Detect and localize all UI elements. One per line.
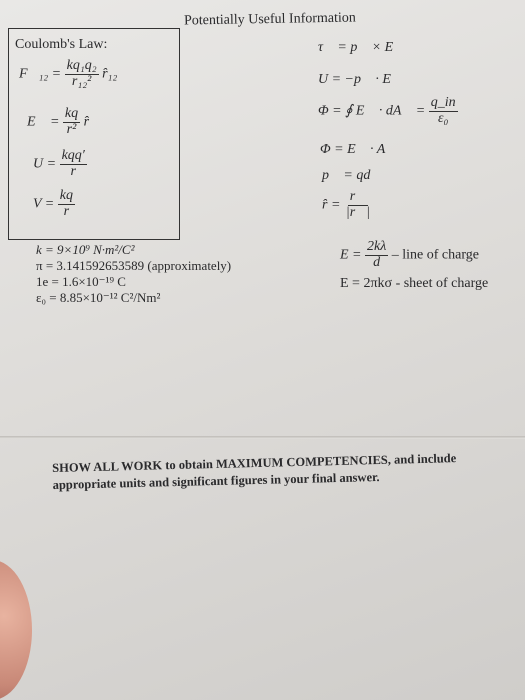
constant-e: 1e = 1.6×10⁻¹⁹ C xyxy=(36,274,126,289)
energy-lhs: U = xyxy=(33,156,57,172)
coulomb-force-formula xyxy=(19,59,117,89)
gauss-numerator: q_in xyxy=(430,95,456,110)
coulomb-box xyxy=(8,28,180,240)
dipole-energy-formula: U = −p⃗ · E⃗ xyxy=(318,72,402,87)
line-lhs: E = xyxy=(340,247,362,263)
efield-fraction xyxy=(63,107,80,137)
energy-formula xyxy=(33,149,87,179)
force-lhs: F⃗₁₂ = xyxy=(19,66,62,82)
potential-numerator: kq xyxy=(59,188,73,203)
constant-pi: π = 3.141592653589 (approximately) xyxy=(36,258,232,273)
instructions-note: SHOW ALL WORK to obtain MAXIMUM COMPETENCIES, and include appropriate units and significant figures in your final answer. xyxy=(52,451,457,492)
efield-numerator: kq xyxy=(64,106,79,121)
force-unit-vector: r̂₁₂ xyxy=(102,66,118,82)
constant-epsilon: ε₀ = 8.85×10⁻¹² C²/Nm² xyxy=(36,290,161,305)
force-numerator: kq₁q₂ xyxy=(66,58,97,73)
force-denominator: r₁₂² xyxy=(71,73,92,89)
unit-numerator: r⃗ xyxy=(349,189,367,204)
dipole-moment-formula: p⃗ = qd⃗ xyxy=(322,168,382,183)
potential-formula xyxy=(33,189,75,219)
constant-k: k = 9×10⁹ N·m²/C² xyxy=(36,242,135,257)
unit-denominator: |r⃗| xyxy=(345,204,370,220)
force-fraction xyxy=(65,59,99,89)
page-title: Potentially Useful Information xyxy=(183,10,356,29)
unit-fraction xyxy=(344,190,372,220)
energy-numerator: kqq′ xyxy=(61,148,85,163)
efield-lhs: E⃗ = xyxy=(27,114,60,130)
line-description: – line of charge xyxy=(391,247,479,263)
sheet-charge-formula: E = 2πkσ - sheet of charge xyxy=(340,276,489,291)
torque-formula: τ⃗ = p⃗ × E⃗ xyxy=(318,40,405,55)
gauss-lhs: Φ = ∮ E⃗ · dA⃗ = xyxy=(318,103,426,119)
line-denominator: d xyxy=(373,254,381,270)
gauss-law-formula xyxy=(318,96,458,126)
energy-denominator: r xyxy=(70,163,76,179)
energy-fraction xyxy=(60,149,87,179)
unit-lhs: r̂ = xyxy=(322,197,341,213)
line-charge-formula xyxy=(340,240,479,270)
line-numerator: 2kλ xyxy=(367,239,387,254)
potential-fraction xyxy=(58,189,75,219)
coulomb-label: Coulomb's Law: xyxy=(15,37,108,52)
gauss-fraction xyxy=(429,96,458,126)
finger-shadow xyxy=(0,560,32,700)
potential-denominator: r xyxy=(63,203,70,219)
efield-unit-vector: r̂ xyxy=(83,114,90,130)
efield-denominator: r² xyxy=(66,121,77,137)
potential-lhs: V = xyxy=(33,196,55,212)
flux-formula: Φ = E⃗ · A⃗ xyxy=(320,142,397,157)
efield-formula xyxy=(27,107,89,137)
page-fold xyxy=(0,436,525,439)
line-fraction xyxy=(365,240,388,270)
unit-vector-formula xyxy=(322,190,372,220)
gauss-denominator: ε₀ xyxy=(437,110,449,126)
